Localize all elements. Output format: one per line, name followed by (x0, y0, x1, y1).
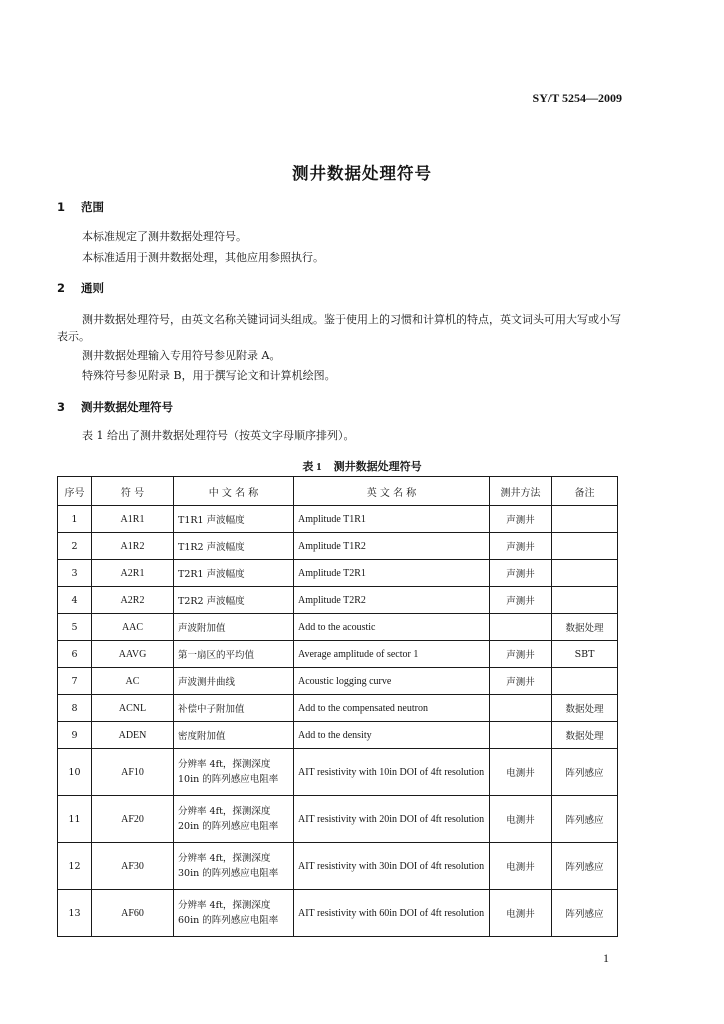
cell-remark: SBT (552, 641, 618, 668)
cell-remark: 阵列感应 (552, 796, 618, 843)
cell-seq: 1 (58, 506, 92, 533)
section-2-title: 通则 (81, 281, 104, 295)
cell-en-name: Average amplitude of sector 1 (294, 641, 490, 668)
cell-en-name: Amplitude T2R1 (294, 560, 490, 587)
cell-cn-name: 分辨率 4ft，探测深度 30in 的阵列感应电阻率 (174, 843, 294, 890)
header-method: 测井方法 (490, 477, 552, 506)
table-row (58, 560, 618, 587)
cell-remark (552, 668, 618, 695)
cell-symbol: A1R2 (92, 533, 174, 560)
cell-cn-name: T2R1 声波幅度 (174, 560, 294, 587)
cell-symbol: A2R2 (92, 587, 174, 614)
section-1-heading (57, 199, 104, 215)
table-row (58, 533, 618, 560)
section-3-number: 3 (57, 400, 66, 414)
cell-cn-name: 密度附加值 (174, 722, 294, 749)
cell-en-name: Amplitude T2R2 (294, 587, 490, 614)
table-row (58, 641, 618, 668)
cell-method: 声测井 (490, 641, 552, 668)
cell-remark: 阵列感应 (552, 843, 618, 890)
cell-method: 声测井 (490, 506, 552, 533)
table-row (58, 668, 618, 695)
cell-symbol: A1R1 (92, 506, 174, 533)
cell-remark: 阵列感应 (552, 890, 618, 937)
cell-symbol: AF60 (92, 890, 174, 937)
section-2-heading (57, 280, 104, 296)
cell-method (490, 722, 552, 749)
section-1-number: 1 (57, 200, 66, 214)
cell-en-name: Amplitude T1R2 (294, 533, 490, 560)
table-row (58, 843, 618, 890)
section-2-paragraph-1: 测井数据处理符号，由英文名称关键词词头组成。鉴于使用上的习惯和计算机的特点，英文词头可用大写或小写表示。 (57, 313, 621, 343)
table-header-row (58, 477, 618, 506)
cell-cn-name: 第一扇区的平均值 (174, 641, 294, 668)
section-1-paragraph-1: 本标准规定了测井数据处理符号。 (82, 230, 247, 243)
cell-method: 声测井 (490, 587, 552, 614)
document-code: SY/T 5254—2009 (532, 91, 622, 105)
cell-cn-name: 声波测井曲线 (174, 668, 294, 695)
table-caption (0, 458, 724, 474)
cell-symbol: AC (92, 668, 174, 695)
table-row (58, 749, 618, 796)
cell-seq: 11 (58, 796, 92, 843)
cell-symbol: AF30 (92, 843, 174, 890)
cell-seq: 7 (58, 668, 92, 695)
cell-method: 电测井 (490, 890, 552, 937)
cell-remark: 数据处理 (552, 614, 618, 641)
document-title: 测井数据处理符号 (292, 164, 432, 183)
section-3-heading (57, 399, 173, 415)
cell-symbol: AF20 (92, 796, 174, 843)
cell-en-name: AIT resistivity with 10in DOI of 4ft resolution (294, 749, 490, 796)
cell-method (490, 614, 552, 641)
cell-cn-name: T1R1 声波幅度 (174, 506, 294, 533)
cell-method: 声测井 (490, 668, 552, 695)
cell-remark: 数据处理 (552, 722, 618, 749)
section-2-paragraph-2: 测井数据处理输入专用符号参见附录 A。 (82, 349, 281, 362)
cell-method: 声测井 (490, 533, 552, 560)
section-2-number: 2 (57, 281, 66, 295)
table-caption-title: 测井数据处理符号 (333, 460, 422, 473)
cell-symbol: AF10 (92, 749, 174, 796)
cell-cn-name: T2R2 声波幅度 (174, 587, 294, 614)
cell-cn-name: 声波附加值 (174, 614, 294, 641)
cell-remark (552, 587, 618, 614)
table-row (58, 506, 618, 533)
cell-cn-name: 分辨率 4ft，探测深度 10in 的阵列感应电阻率 (174, 749, 294, 796)
cell-seq: 12 (58, 843, 92, 890)
cell-seq: 3 (58, 560, 92, 587)
table-row (58, 796, 618, 843)
cell-cn-name: 分辨率 4ft，探测深度 60in 的阵列感应电阻率 (174, 890, 294, 937)
cell-remark: 阵列感应 (552, 749, 618, 796)
cell-method: 电测井 (490, 843, 552, 890)
cell-cn-name: 分辨率 4ft，探测深度 20in 的阵列感应电阻率 (174, 796, 294, 843)
table-row (58, 587, 618, 614)
cell-en-name: AIT resistivity with 30in DOI of 4ft resolution (294, 843, 490, 890)
cell-method (490, 695, 552, 722)
cell-seq: 4 (58, 587, 92, 614)
cell-symbol: AAC (92, 614, 174, 641)
section-2-paragraph-3: 特殊符号参见附录 B，用于撰写论文和计算机绘图。 (82, 369, 336, 382)
cell-en-name: Add to the acoustic (294, 614, 490, 641)
cell-en-name: AIT resistivity with 20in DOI of 4ft resolution (294, 796, 490, 843)
page-number: 1 (603, 951, 609, 965)
cell-remark (552, 560, 618, 587)
symbols-table (57, 476, 618, 937)
cell-cn-name: 补偿中子附加值 (174, 695, 294, 722)
header-seq: 序号 (58, 477, 92, 506)
cell-method: 电测井 (490, 796, 552, 843)
cell-symbol: A2R1 (92, 560, 174, 587)
cell-symbol: ADEN (92, 722, 174, 749)
section-3-title: 测井数据处理符号 (81, 400, 173, 414)
header-en-name: 英 文 名 称 (294, 477, 490, 506)
cell-seq: 6 (58, 641, 92, 668)
cell-seq: 13 (58, 890, 92, 937)
cell-symbol: AAVG (92, 641, 174, 668)
cell-remark (552, 533, 618, 560)
table-row (58, 695, 618, 722)
header-remark: 备注 (552, 477, 618, 506)
cell-en-name: Amplitude T1R1 (294, 506, 490, 533)
section-1-paragraph-2: 本标准适用于测井数据处理，其他应用参照执行。 (82, 251, 324, 264)
cell-remark (552, 506, 618, 533)
cell-seq: 5 (58, 614, 92, 641)
section-1-title: 范围 (81, 200, 104, 214)
cell-en-name: Acoustic logging curve (294, 668, 490, 695)
cell-seq: 8 (58, 695, 92, 722)
cell-cn-name: T1R2 声波幅度 (174, 533, 294, 560)
cell-seq: 10 (58, 749, 92, 796)
cell-remark: 数据处理 (552, 695, 618, 722)
cell-seq: 2 (58, 533, 92, 560)
cell-method: 声测井 (490, 560, 552, 587)
header-cn-name: 中 文 名 称 (174, 477, 294, 506)
cell-symbol: ACNL (92, 695, 174, 722)
cell-en-name: Add to the compensated neutron (294, 695, 490, 722)
table-row (58, 722, 618, 749)
cell-en-name: Add to the density (294, 722, 490, 749)
cell-seq: 9 (58, 722, 92, 749)
table-row (58, 890, 618, 937)
cell-en-name: AIT resistivity with 60in DOI of 4ft resolution (294, 890, 490, 937)
table-caption-number: 表 1 (302, 461, 322, 473)
table-row (58, 614, 618, 641)
header-symbol: 符 号 (92, 477, 174, 506)
cell-method: 电测井 (490, 749, 552, 796)
section-3-paragraph-1: 表 1 给出了测井数据处理符号（按英文字母顺序排列）。 (82, 429, 355, 442)
